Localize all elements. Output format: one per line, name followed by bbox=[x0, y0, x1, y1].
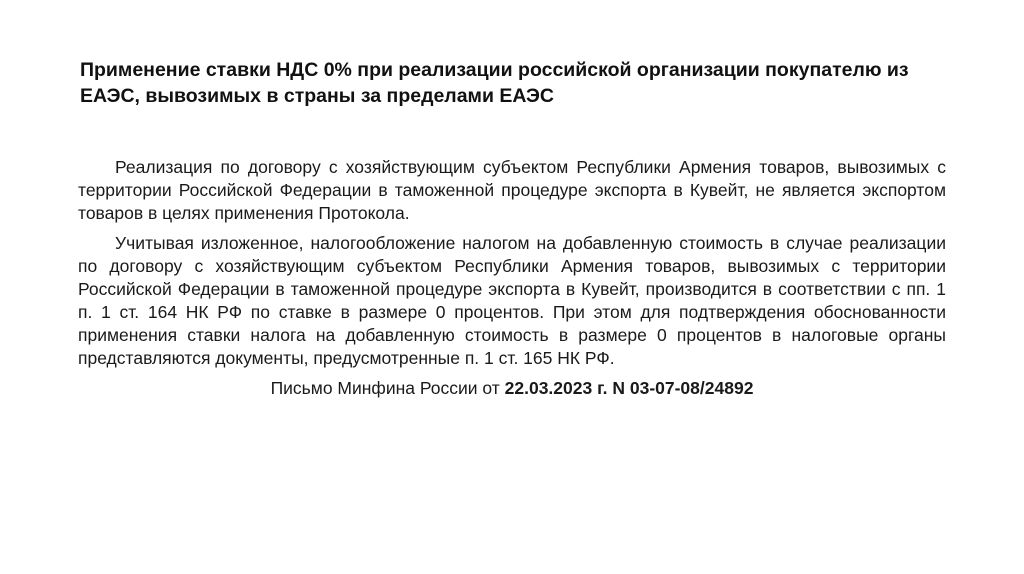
citation-prefix: Письмо Минфина России от bbox=[270, 378, 505, 398]
source-citation bbox=[78, 377, 946, 400]
body-text bbox=[78, 156, 946, 400]
citation-reference: 22.03.2023 г. N 03-07-08/24892 bbox=[504, 378, 754, 398]
paragraph-1: Реализация по договору с хозяйствующим субъектом Республики Армения товаров, вывозимых с территории Российской Федерации в таможенной процедуре экспорта в Кувейт, не является экспортом товаров в целях применения Протокола. bbox=[78, 157, 946, 223]
paragraph-2: Учитывая изложенное, налогообложение налогом на добавленную стоимость в случае реализации по договору с хозяйствующим субъектом Республики Армения товаров, вывозимых с территории Российской Федерации в таможенной процедуре экспорта в Кувейт, производится в соответствии с пп. 1 п. 1 ст. 164 НК РФ по ставке в размере 0 процентов. При этом для подтверждения обоснованности применения ставки налога на добавленную стоимость в размере 0 процентов в налоговые органы представляются документы, предусмотренные п. 1 ст. 165 НК РФ. bbox=[78, 233, 946, 368]
slide-title: Применение ставки НДС 0% при реализации российской организации покупателю из ЕАЭС, вывозимых в страны за пределами ЕАЭС bbox=[80, 59, 909, 107]
